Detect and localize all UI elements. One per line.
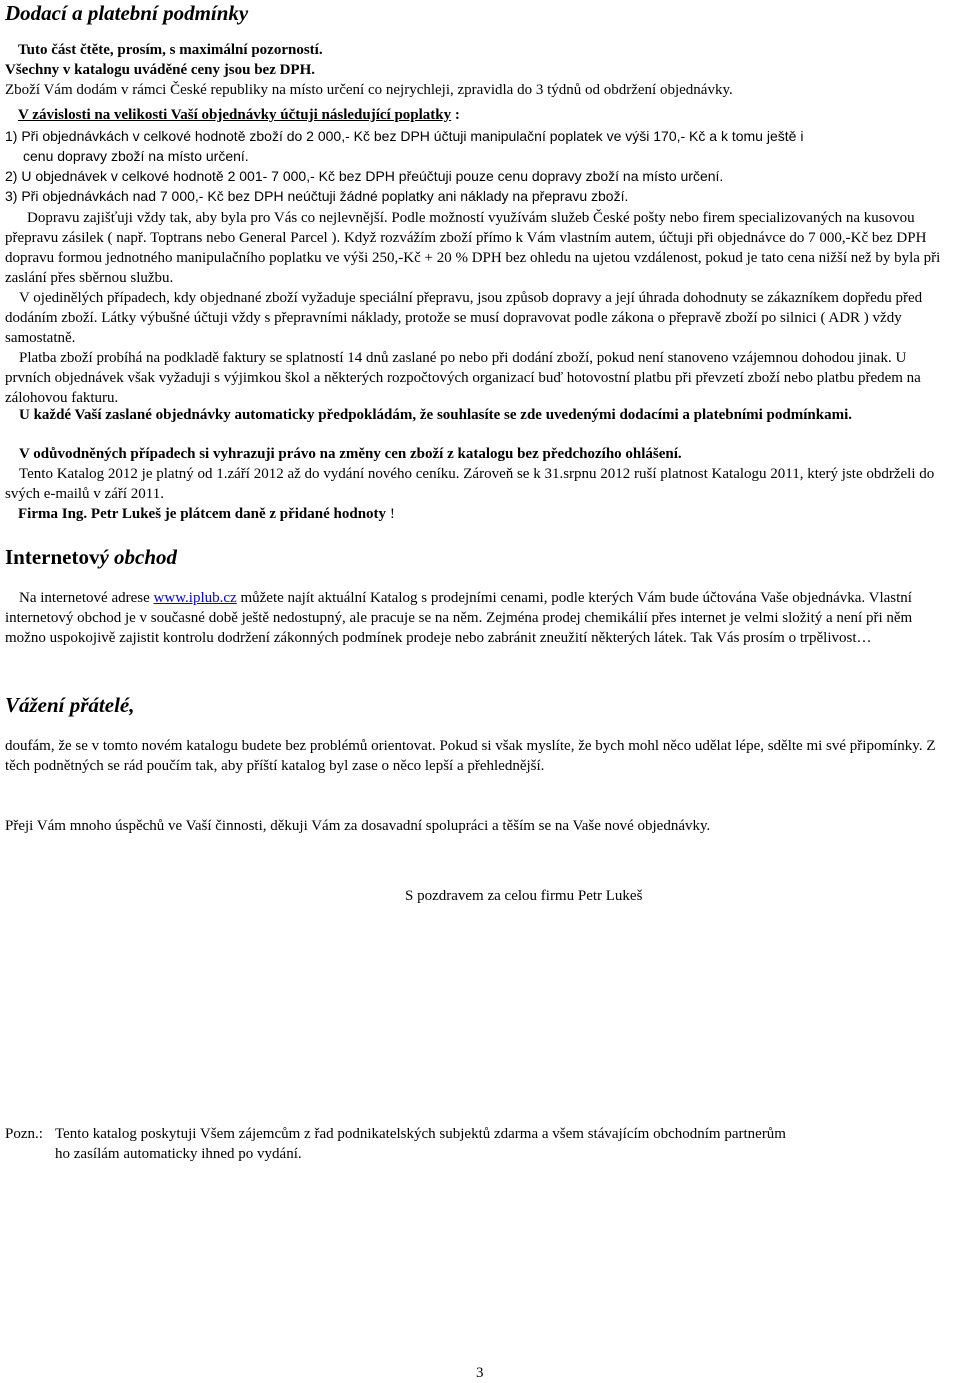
vat-payer-end: !: [386, 506, 395, 522]
special-transport-text: V ojedinělých případech, kdy objednané zboží vyžaduje speciální přepravu, jsou způsob dopravy a její úhrada dohodnuty se zákazníkem dopředu před dodáním zboží. Látky výbušné účtuji vždy s přepravními náklady, protože se musí dopravovat podle zákona o přepravě zboží po silnici ( ADR ) vždy samostatně.: [5, 290, 923, 346]
fee-rule-1: [5, 126, 945, 166]
vat-payer-text: Firma Ing. Petr Lukeš je plátcem daně z přidané hodnoty: [18, 506, 387, 522]
note-text: [55, 1124, 945, 1164]
fee-rule-1-line2: cenu dopravy zboží na místo určení.: [23, 148, 249, 164]
fees-intro: [18, 105, 958, 125]
fees-colon: :: [451, 107, 460, 123]
shop-paragraph: [5, 588, 945, 648]
shop-text-before: Na internetové adrese: [19, 590, 154, 606]
fees-intro-text: V závislosti na velikosti Vaší objednávky účtuji následující poplatky: [18, 107, 452, 123]
agreement-paragraph: [5, 405, 945, 425]
price-change-paragraph: [5, 444, 945, 464]
signature: S pozdravem za celou firmu Petr Lukeš: [405, 888, 643, 904]
page-number: 3: [476, 1365, 484, 1381]
price-change-text: V odůvodněných případech si vyhrazuji právo na změny cen zboží z katalogu bez předchozího ohlášení.: [19, 446, 682, 462]
shop-text-after: můžete najít aktuální Katalog s prodejními cenami, podle kterých Vám bude účtována Vaše objednávka. Vlastní internetový obchod je v současné době ještě nedostupný, ale pracuje se na něm. Zejména prodej chemikálií přes internet je velmi složitý a není při něm možno uspokojivě zajistit kontrolu dodržení zákonných podmínek prodeje nebo zabránit zneužití některých látek. Tak Vás prosím o trpělivost…: [5, 590, 913, 646]
validity-text: Tento Katalog 2012 je platný od 1.září 2012 až do vydání nového ceníku. Zároveň se k 31.srpnu 2012 ruší platnost Katalogu 2011, který jste obdrželi do svých e-mailů v září 2011.: [5, 466, 935, 502]
shop-link[interactable]: www.iplub.cz: [153, 590, 237, 606]
payment-text: Platba zboží probíhá na podkladě faktury se splatností 14 dnů zaslané po nebo při dodání zboží, pokud není stanoveno vzájemnou dohodou jinak. U prvních objednávek však vyžaduji s výjimkou škol a některých rozpočtových organizací buď hotovostní platbu při převzetí zboží nebo platbu předem na zálohovou fakturu.: [5, 350, 921, 406]
letter-body: doufám, že se v tomto novém katalogu budete bez problémů orientovat. Pokud si však myslíte, že bych mohl něco udělat lépe, sdělte mi své připomínky. Z těch podnětných se rád poučím tak, aby příští katalog byl zase o něco lepší a přehlednější.: [5, 738, 936, 774]
letter-heading: Vážení přátelé,: [5, 693, 135, 717]
terms-heading: Dodací a platební podmínky: [5, 1, 249, 25]
payment-paragraph: [5, 348, 945, 408]
shop-heading-italic: ý obchod: [99, 545, 178, 569]
fee-rule-3: 3) Při objednávkách nad 7 000,- Kč bez DPH neúčtuji žádné poplatky ani náklady na přepravu zboží.: [5, 188, 629, 204]
transport-paragraph: [5, 208, 945, 288]
letter-wishes: Přeji Vám mnoho úspěchů ve Vaší činnosti, děkuji Vám za dosavadní spolupráci a těším se na Vaše nové objednávky.: [5, 818, 711, 834]
shop-heading: [5, 544, 177, 570]
vat-note: Všechny v katalogu uváděné ceny jsou bez DPH.: [5, 62, 316, 78]
note-line-2: ho zasílám automaticky ihned po vydání.: [55, 1146, 302, 1162]
fee-rule-1-line1: 1) Při objednávkách v celkové hodnotě zboží do 2 000,- Kč bez DPH účtuji manipulační poplatek ve výši 170,- Kč a k tomu ještě i: [5, 128, 804, 144]
agreement-text: U každé Vaší zaslané objednávky automaticky předpokládám, že souhlasíte se zde uvedenými dodacími a platebními podmínkami.: [19, 407, 853, 423]
special-transport-paragraph: [5, 288, 945, 348]
fee-rule-2: 2) U objednávek v celkové hodnotě 2 001- 7 000,- Kč bez DPH přeúčtuji pouze cenu dopravy zboží na místo určení.: [5, 168, 724, 184]
vat-payer-line: [18, 504, 958, 524]
validity-paragraph: [5, 464, 945, 504]
transport-text: Dopravu zajišťuji vždy tak, aby byla pro Vás co nejlevnější. Podle možností využívám služeb České pošty nebo firem specializovaných na kusovou přepravu zásilek ( např. Toptrans nebo General Parcel ). Když rozvážím zboží přímo k Vám vlastním autem, účtuji při objednávce do 7 000,-Kč bez DPH dopravu formou jednotného manipulačního poplatku ve výši 250,-Kč + 20 % DPH bez ohledu na ujetou vzdálenost, pokud je tato cena nižší než by byla při zaslání přes sběrnou službu.: [5, 210, 941, 286]
shop-heading-normal: Internetov: [5, 545, 100, 569]
delivery-text: Zboží Vám dodám v rámci České republiky na místo určení co nejrychleji, zpravidla do 3 týdnů od obdržení objednávky.: [5, 82, 733, 98]
notice-text: Tuto část čtěte, prosím, s maximální pozorností.: [18, 42, 323, 58]
note-line-1: Tento katalog poskytuji Všem zájemcům z řad podnikatelských subjektů zdarma a všem stávajícím obchodním partnerům: [55, 1126, 786, 1142]
note-label: Pozn.:: [5, 1126, 43, 1142]
